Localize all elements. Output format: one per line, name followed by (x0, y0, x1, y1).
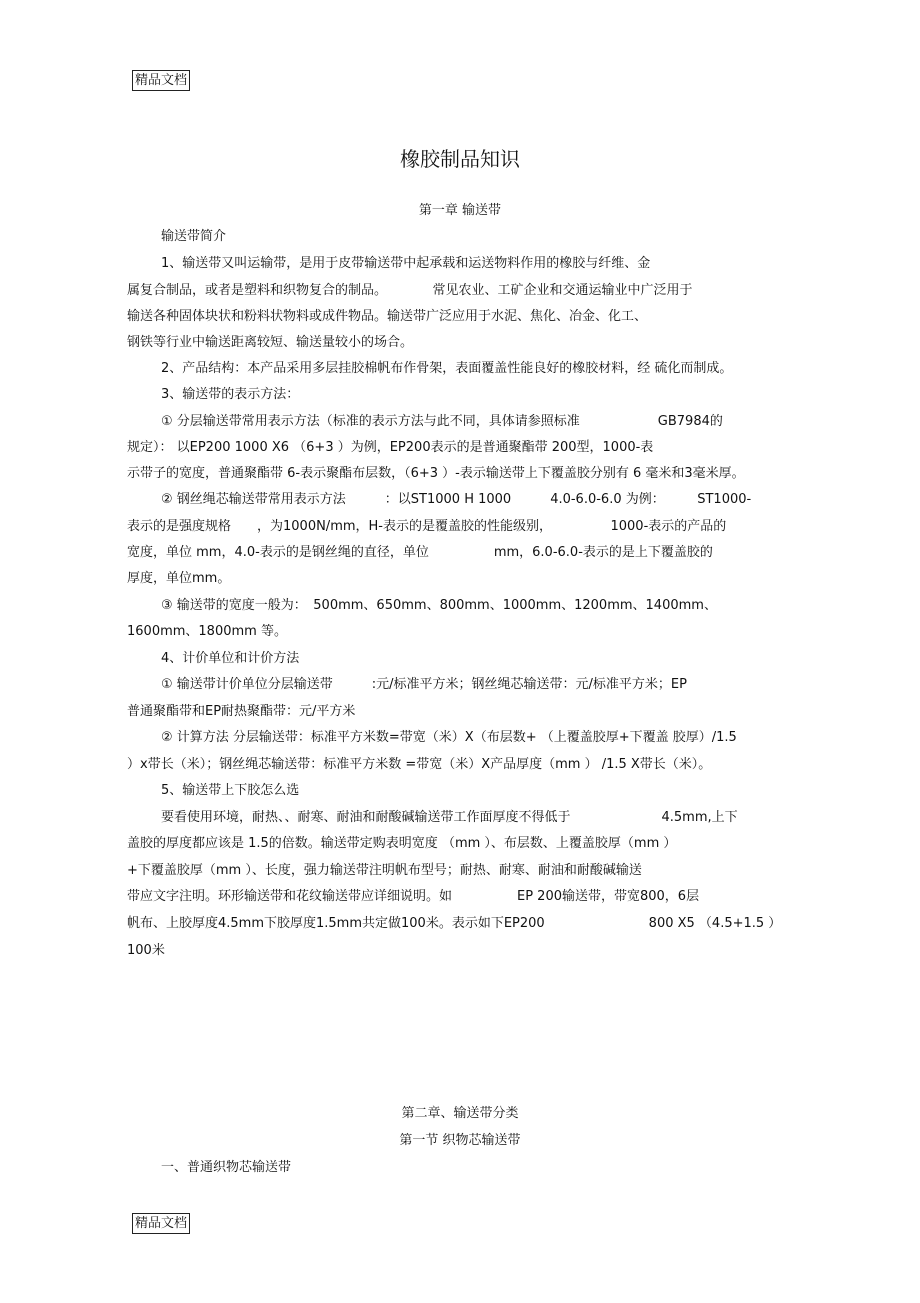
paragraph-line: 4、计价单位和计价方法 (161, 651, 300, 666)
paragraph-line: 示带子的宽度，普通聚酯带 6-表示聚酯布层数，（6+3 ）-表示输送带上下覆盖胶分别有 6 毫米和3毫米厚。 (127, 466, 745, 481)
chapter-heading: 第二章、输送带分类 (401, 1106, 519, 1121)
paragraph-line: 属复合制品，或者是塑料和织物复合的制品。 常见农业、工矿企业和交通运输业中广泛用于 (127, 283, 693, 298)
paragraph-line: 厚度，单位mm。 (127, 571, 231, 586)
paragraph-line: 输送带简介 (161, 229, 227, 244)
paragraph-line: ③ 输送带的宽度一般为： 500mm、650mm、800mm、1000mm、1200mm、1400mm、 (161, 598, 717, 613)
watermark-stamp-bottom: 精品文档 (132, 1213, 190, 1234)
paragraph-line: 宽度，单位 mm，4.0-表示的是钢丝绳的直径，单位 mm，6.0-6.0-表示的是上下覆盖胶的 (127, 545, 713, 560)
chapter-heading: 第一章 输送带 (418, 203, 502, 218)
paragraph-line: 帆布、上胶厚度4.5mm下胶厚度1.5mm共定做100米。表示如下EP200 800 X5 （4.5+1.5 ） (127, 916, 782, 931)
paragraph-line: 100米 (127, 943, 165, 958)
paragraph-line: ）x带长（米）；钢丝绳芯输送带：标准平方米数 =带宽（米）X产品厚度（mm ） /1.5 X带长（米）。 (127, 757, 712, 772)
section-heading: 第一节 织物芯输送带 (399, 1133, 521, 1148)
paragraph-line: ① 分层输送带常用表示方法（标准的表示方法与此不同，具体请参照标准 GB7984的 (161, 414, 723, 429)
paragraph-line: 1、输送带又叫运输带，是用于皮带输送带中起承载和运送物料作用的橡胶与纤维、金 (161, 256, 651, 271)
paragraph-line: 带应文字注明。环形输送带和花纹输送带应详细说明。如 EP 200输送带，带宽800，6层 (127, 889, 700, 904)
paragraph-line: 规定）： 以EP200 1000 X6 （6+3 ）为例，EP200表示的是普通聚酯带 200型，1000-表 (127, 440, 654, 455)
paragraph-line: 要看使用环境，耐热、、耐寒、耐油和耐酸碱输送带工作面厚度不得低于 4.5mm,上下 (161, 810, 738, 825)
paragraph-line: ② 计算方法 分层输送带：标准平方米数=带宽（米）X（布层数+ （上覆盖胶厚+下覆盖 胶厚）/1.5 (161, 730, 737, 745)
page-title: 橡胶制品知识 (400, 147, 520, 171)
paragraph-line: 普通聚酯带和EP耐热聚酯带：元/平方米 (127, 704, 356, 719)
paragraph-line: 2、产品结构：本产品采用多层挂胶棉帆布作骨架，表面覆盖性能良好的橡胶材料，经 硫化而制成。 (161, 361, 733, 376)
paragraph-line: +下覆盖胶厚（mm ）、长度，强力输送带注明帆布型号；耐热、耐寒、耐油和耐酸碱输送 (127, 863, 642, 878)
watermark-stamp-top: 精品文档 (132, 70, 190, 91)
paragraph-line: 输送各种固体块状和粉料状物料或成件物品。输送带广泛应用于水泥、焦化、冶金、化工、 (127, 309, 648, 324)
paragraph-line: 1600mm、1800mm 等。 (127, 624, 287, 639)
paragraph-line: 5、输送带上下胶怎么选 (161, 783, 300, 798)
paragraph-line: 3、输送带的表示方法： (161, 387, 300, 402)
paragraph-line: 钢铁等行业中输送距离较短、输送量较小的场合。 (127, 335, 414, 350)
paragraph-line: 盖胶的厚度都应该是 1.5的倍数。输送带定购表明宽度 （mm ）、布层数、上覆盖胶厚（mm ） (127, 836, 677, 851)
paragraph-line: ② 钢丝绳芯输送带常用表示方法 ：以ST1000 H 1000 4.0-6.0-6.0 为例： ST1000- (161, 492, 752, 507)
paragraph-line: ① 输送带计价单位分层输送带 :元/标准平方米；钢丝绳芯输送带：元/标准平方米；EP (161, 677, 687, 692)
paragraph-line: 表示的是强度规格 ，为1000N/mm，H-表示的是覆盖胶的性能级别， 1000-表示的产品的 (127, 519, 727, 534)
subsection-heading: 一、普通织物芯输送带 (161, 1160, 292, 1175)
